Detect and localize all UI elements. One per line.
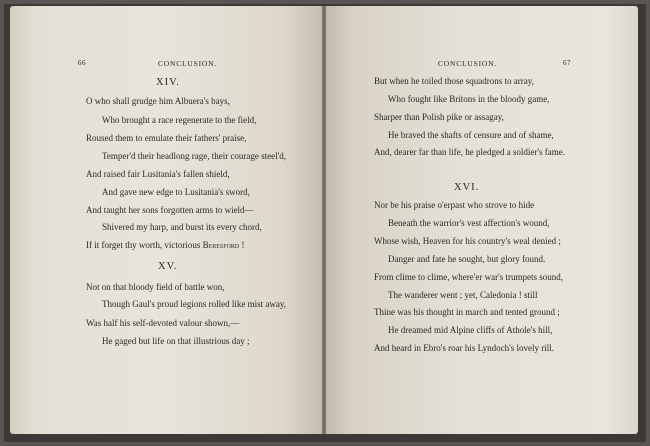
poem-line: Who fought like Britons in the bloody game, [388, 94, 550, 104]
poem-line: Was half his self-devoted valour shown,— [86, 318, 240, 328]
running-head-left: CONCLUSION. [158, 59, 218, 68]
page-number-left: 66 [78, 59, 86, 67]
poem-line: But when he toiled those squadrons to array, [374, 76, 534, 86]
poem-line: And, dearer far than life, he pledged a soldier's fame. [374, 147, 566, 157]
stanza-number-xiv: XIV. [156, 77, 180, 88]
poem-line: The wanderer went ; yet, Caledonia ! still [388, 290, 538, 300]
poem-line: Thine was his thought in march and tented ground ; [374, 307, 560, 317]
poem-line: And raised fair Lusitania's fallen shield, [86, 169, 230, 179]
name-beresford: Beresford [202, 240, 240, 250]
right-page [326, 6, 638, 434]
page-number-right: 67 [563, 59, 571, 67]
stanza-number-xv: XV. [158, 261, 178, 272]
poem-line: He braved the shafts of censure and of shame, [388, 130, 554, 140]
running-head-right: CONCLUSION. [438, 59, 498, 68]
poem-line: O who shall grudge him Albuera's bays, [86, 96, 230, 106]
poem-line: He dreamed mid Alpine cliffs of Athole's hill, [388, 325, 553, 335]
poem-line: Roused them to emulate their fathers' praise, [86, 133, 247, 143]
poem-line: From clime to clime, where'er war's trumpets sound, [374, 272, 563, 282]
poem-line: Whose wish, Heaven for his country's weal denied ; [374, 236, 561, 246]
poem-line: Not on that bloody field of battle won, [86, 282, 225, 292]
poem-line: Nor be his praise o'erpast who strove to hide [374, 200, 535, 210]
poem-line: Beneath the warrior's vest affection's wound, [388, 218, 550, 228]
poem-line-text: If it forget thy worth, victorious [86, 240, 203, 250]
poem-line: Temper'd their headlong rage, their courage steel'd, [102, 151, 287, 161]
poem-line: He gaged but life on that illustrious day ; [102, 336, 250, 346]
stanza-number-xvi: XVI. [454, 182, 480, 193]
poem-line: And heard in Ebro's roar his Lyndoch's lovely rill. [374, 343, 554, 353]
poem-line [86, 241, 245, 250]
poem-line: Who brought a race regenerate to the field, [102, 115, 257, 125]
poem-line: Sharper than Polish pike or assagay, [374, 112, 504, 122]
poem-line: And taught her sons forgotten arms to wield— [86, 205, 254, 215]
left-page [10, 6, 322, 434]
poem-line: And gave new edge to Lusitania's sword, [102, 187, 250, 197]
poem-line: Though Gaul's proud legions rolled like mist away, [102, 299, 287, 309]
poem-line-text: ! [239, 240, 245, 250]
poem-line: Danger and fate he sought, but glory found. [388, 254, 546, 264]
poem-line: Shivered my harp, and burst its every chord, [102, 222, 262, 232]
open-book [4, 4, 646, 442]
